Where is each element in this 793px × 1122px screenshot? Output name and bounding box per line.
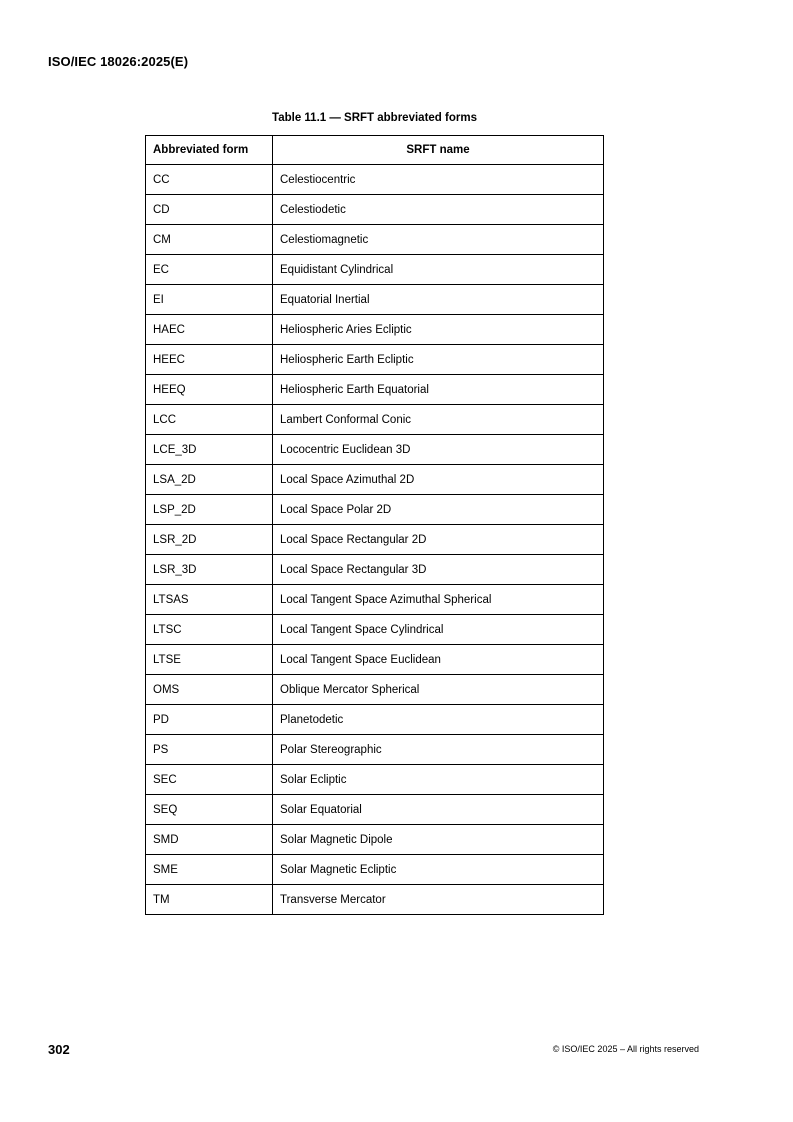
cell-srft-name: Heliospheric Earth Ecliptic [273, 345, 604, 375]
table-row [146, 705, 604, 735]
table-header-row [146, 136, 604, 165]
table-caption: Table 11.1 — SRFT abbreviated forms [272, 112, 477, 124]
table-row [146, 465, 604, 495]
cell-abbreviated-form: HAEC [146, 315, 273, 345]
cell-abbreviated-form: PS [146, 735, 273, 765]
cell-abbreviated-form: PD [146, 705, 273, 735]
cell-abbreviated-form: LSP_2D [146, 495, 273, 525]
cell-abbreviated-form: CM [146, 225, 273, 255]
page-number: 302 [48, 1042, 70, 1057]
cell-abbreviated-form: LTSAS [146, 585, 273, 615]
table-row [146, 765, 604, 795]
cell-srft-name: Local Space Rectangular 3D [273, 555, 604, 585]
cell-abbreviated-form: SMD [146, 825, 273, 855]
cell-srft-name: Solar Equatorial [273, 795, 604, 825]
cell-srft-name: Solar Ecliptic [273, 765, 604, 795]
table-row [146, 615, 604, 645]
table-row [146, 525, 604, 555]
table-body [146, 165, 604, 915]
cell-srft-name: Polar Stereographic [273, 735, 604, 765]
table-row [146, 315, 604, 345]
cell-srft-name: Heliospheric Aries Ecliptic [273, 315, 604, 345]
table-row [146, 165, 604, 195]
table-row [146, 375, 604, 405]
cell-abbreviated-form: OMS [146, 675, 273, 705]
cell-abbreviated-form: EC [146, 255, 273, 285]
cell-abbreviated-form: LCE_3D [146, 435, 273, 465]
cell-abbreviated-form: LTSC [146, 615, 273, 645]
table-row [146, 495, 604, 525]
table-row [146, 885, 604, 915]
table-row [146, 555, 604, 585]
cell-srft-name: Equatorial Inertial [273, 285, 604, 315]
cell-abbreviated-form: HEEC [146, 345, 273, 375]
cell-abbreviated-form: LSA_2D [146, 465, 273, 495]
cell-abbreviated-form: EI [146, 285, 273, 315]
cell-srft-name: Solar Magnetic Ecliptic [273, 855, 604, 885]
table-row [146, 255, 604, 285]
column-header-srft-name: SRFT name [273, 136, 604, 165]
table-row [146, 825, 604, 855]
cell-srft-name: Celestiomagnetic [273, 225, 604, 255]
table-row [146, 795, 604, 825]
table-row [146, 675, 604, 705]
cell-srft-name: Equidistant Cylindrical [273, 255, 604, 285]
cell-abbreviated-form: SEC [146, 765, 273, 795]
srft-abbreviation-table [145, 135, 604, 915]
table-row [146, 735, 604, 765]
cell-srft-name: Solar Magnetic Dipole [273, 825, 604, 855]
cell-abbreviated-form: SEQ [146, 795, 273, 825]
cell-srft-name: Local Space Azimuthal 2D [273, 465, 604, 495]
column-header-abbreviated-form: Abbreviated form [146, 136, 273, 165]
cell-abbreviated-form: LTSE [146, 645, 273, 675]
cell-srft-name: Local Space Polar 2D [273, 495, 604, 525]
table-row [146, 345, 604, 375]
cell-abbreviated-form: TM [146, 885, 273, 915]
cell-srft-name: Local Tangent Space Euclidean [273, 645, 604, 675]
table-row [146, 405, 604, 435]
cell-srft-name: Oblique Mercator Spherical [273, 675, 604, 705]
table-row [146, 855, 604, 885]
cell-srft-name: Lococentric Euclidean 3D [273, 435, 604, 465]
table-row [146, 435, 604, 465]
cell-abbreviated-form: SME [146, 855, 273, 885]
cell-srft-name: Celestiocentric [273, 165, 604, 195]
cell-srft-name: Planetodetic [273, 705, 604, 735]
table-row [146, 585, 604, 615]
table-row [146, 195, 604, 225]
document-header: ISO/IEC 18026:2025(E) [48, 54, 189, 69]
cell-srft-name: Local Space Rectangular 2D [273, 525, 604, 555]
cell-srft-name: Local Tangent Space Azimuthal Spherical [273, 585, 604, 615]
cell-abbreviated-form: CC [146, 165, 273, 195]
cell-abbreviated-form: HEEQ [146, 375, 273, 405]
table-row [146, 285, 604, 315]
cell-srft-name: Celestiodetic [273, 195, 604, 225]
table-header [146, 136, 604, 165]
cell-abbreviated-form: CD [146, 195, 273, 225]
table-row [146, 225, 604, 255]
cell-srft-name: Lambert Conformal Conic [273, 405, 604, 435]
table-row [146, 645, 604, 675]
copyright-notice: © ISO/IEC 2025 – All rights reserved [552, 1044, 699, 1054]
cell-abbreviated-form: LSR_3D [146, 555, 273, 585]
cell-srft-name: Local Tangent Space Cylindrical [273, 615, 604, 645]
cell-srft-name: Heliospheric Earth Equatorial [273, 375, 604, 405]
cell-abbreviated-form: LSR_2D [146, 525, 273, 555]
cell-abbreviated-form: LCC [146, 405, 273, 435]
cell-srft-name: Transverse Mercator [273, 885, 604, 915]
